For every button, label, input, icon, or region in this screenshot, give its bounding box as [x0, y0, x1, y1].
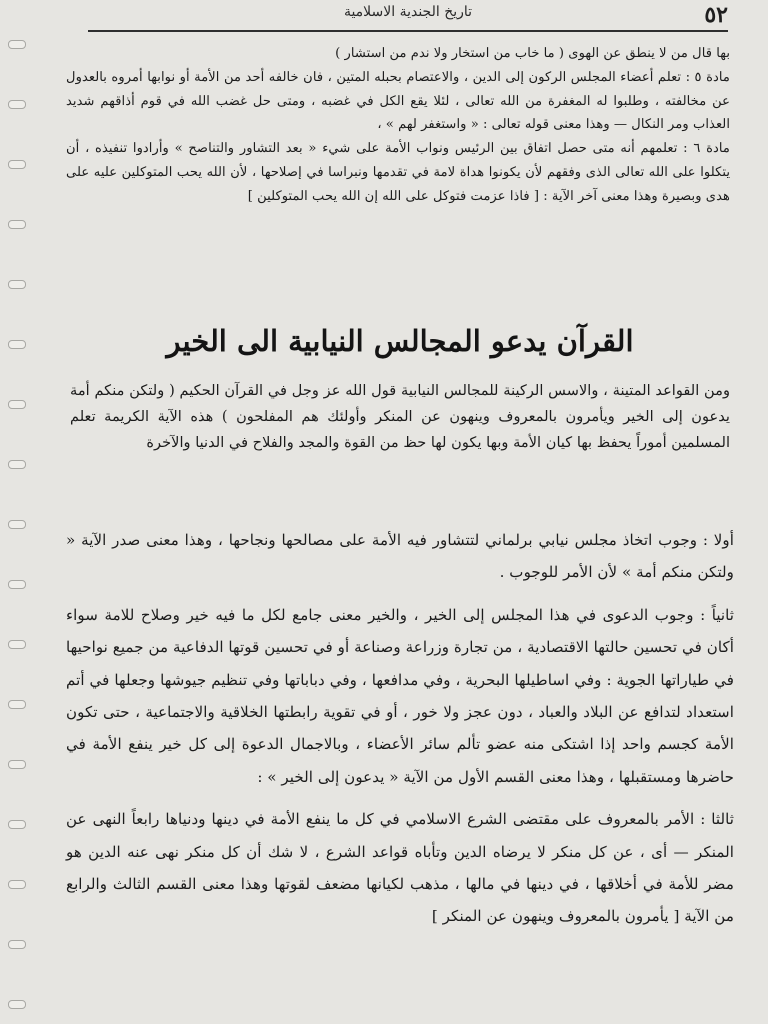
intro-paragraph-1: مادة ٥ : تعلم أعضاء المجلس الركون إلى الدين ، والاعتصام بحبله المتين ، فان خالفه أحد من الأمة أو نوابها أمروه بالعدول عن مخالفته ، وطلبوا له المغفرة من الله تعالى ، لئلا يقع الكل في غضبه ، ومتى حل غضب الله في قوم أذاقهم شديد العذاب ومر النكال — وهذا معنى قوله تعالى : « واستغفر لهم » ، [66, 69, 730, 133]
intro-paragraph-2: مادة ٦ : تعلمهم أنه متى حصل اتفاق بين الرئيس ونواب الأمة على شيء « بعد التشاور والتناصح » وأرادوا تنفيذه ، أن يتكلوا على الله تعالى الذى وفقهم لأن يكونوا هداة لامة في تقدمها ونبراسا في إصلاحها ، لأن الله يحب المتوكلين عليه على هدى وبصيرة وهذا معنى آخر الآية : [ فاذا عزمت فتوكل على الله إن الله يحب المتوكلين ] [66, 141, 730, 204]
point-second: ثانياً : وجوب الدعوى في هذا المجلس إلى الخير ، والخير معنى جامع لكل ما فيه خير وصلاح للامة سواء أكان في تحسين حالتها الاقتصادية ، من تجارة وزراعة وصناعة أو في تحسين قوتها الدفاعية من جميع نواحيها في طياراتها الجوية : وفي اساطيلها البحرية ، وفي مدافعها ، وفي دباباتها وفي تنظيم جيوشها وجعلها في أتم استعداد لتدافع عن البلاد والعباد ، دون عجز ولا خور ، أو في تقوية رابطتها الخلاقية والاجتماعية ، حتى تكون الأمة كجسم واحد إذا اشتكى منه عضو تألم سائر الأعضاء ، وبالاجمال الدعوة إلى كل خير ينفع الأمة في حاضرها ومستقبلها ، وهذا معنى القسم الأول من الآية « يدعون إلى الخير » : [66, 605, 734, 786]
page-header [88, 0, 728, 32]
intro-paragraph-0: بها قال من لا ينطق عن الهوى ( ما خاب من استخار ولا ندم من استشار ) [335, 46, 730, 61]
binder-holes [8, 40, 28, 1020]
intro-block [66, 42, 730, 209]
point-third: ثالثا : الأمر بالمعروف على مقتضى الشرع الاسلامي في كل ما ينفع الأمة في دينها ودنياها رابعاً النهى عن المنكر — أى ، عن كل منكر لا يرضاه الدين وتأباه قواعد الشرع ، لا شك أن كل منكر نهى عنه الدين هو مضر للأمة في أخلاقها ، في دينها في مالها ، مذهب لكيانها مضعف لقوتها وهذا معنى القسم الثالث والرابع من الآية [ يأمرون بالمعروف وينهون عن المنكر ] [66, 810, 734, 926]
page-number: ٥٢ [704, 2, 728, 28]
running-title: تاريخ الجندية الاسلامية [343, 4, 473, 20]
section-intro-paragraph: ومن القواعد المتينة ، والاسس الركينة للمجالس النيابية قول الله عز وجل في القرآن الحكيم ( ولتكن منكم أمة يدعون إلى الخير ويأمرون بالمعروف وينهون عن المنكر وأولئك هم المفلحون ) هذه الآية الكريمة تعلم المسلمين أموراً يحفظ بها كيان الأمة وبها يكون لها حظ من القوة والمجد والفلاح في الدنيا والآخرة [70, 382, 730, 451]
point-first: أولا : وجوب اتخاذ مجلس نيابي برلماني لتتشاور فيه الأمة على مصالحها ونجاحها ، وهذا معنى صدر الآية « ولتكن منكم أمة » لأن الأمر للوجوب . [66, 531, 734, 582]
points-block [66, 524, 734, 933]
section-intro-block [70, 378, 730, 456]
section-title: القرآن يدعو المجالس النيابية الى الخير [166, 324, 634, 358]
